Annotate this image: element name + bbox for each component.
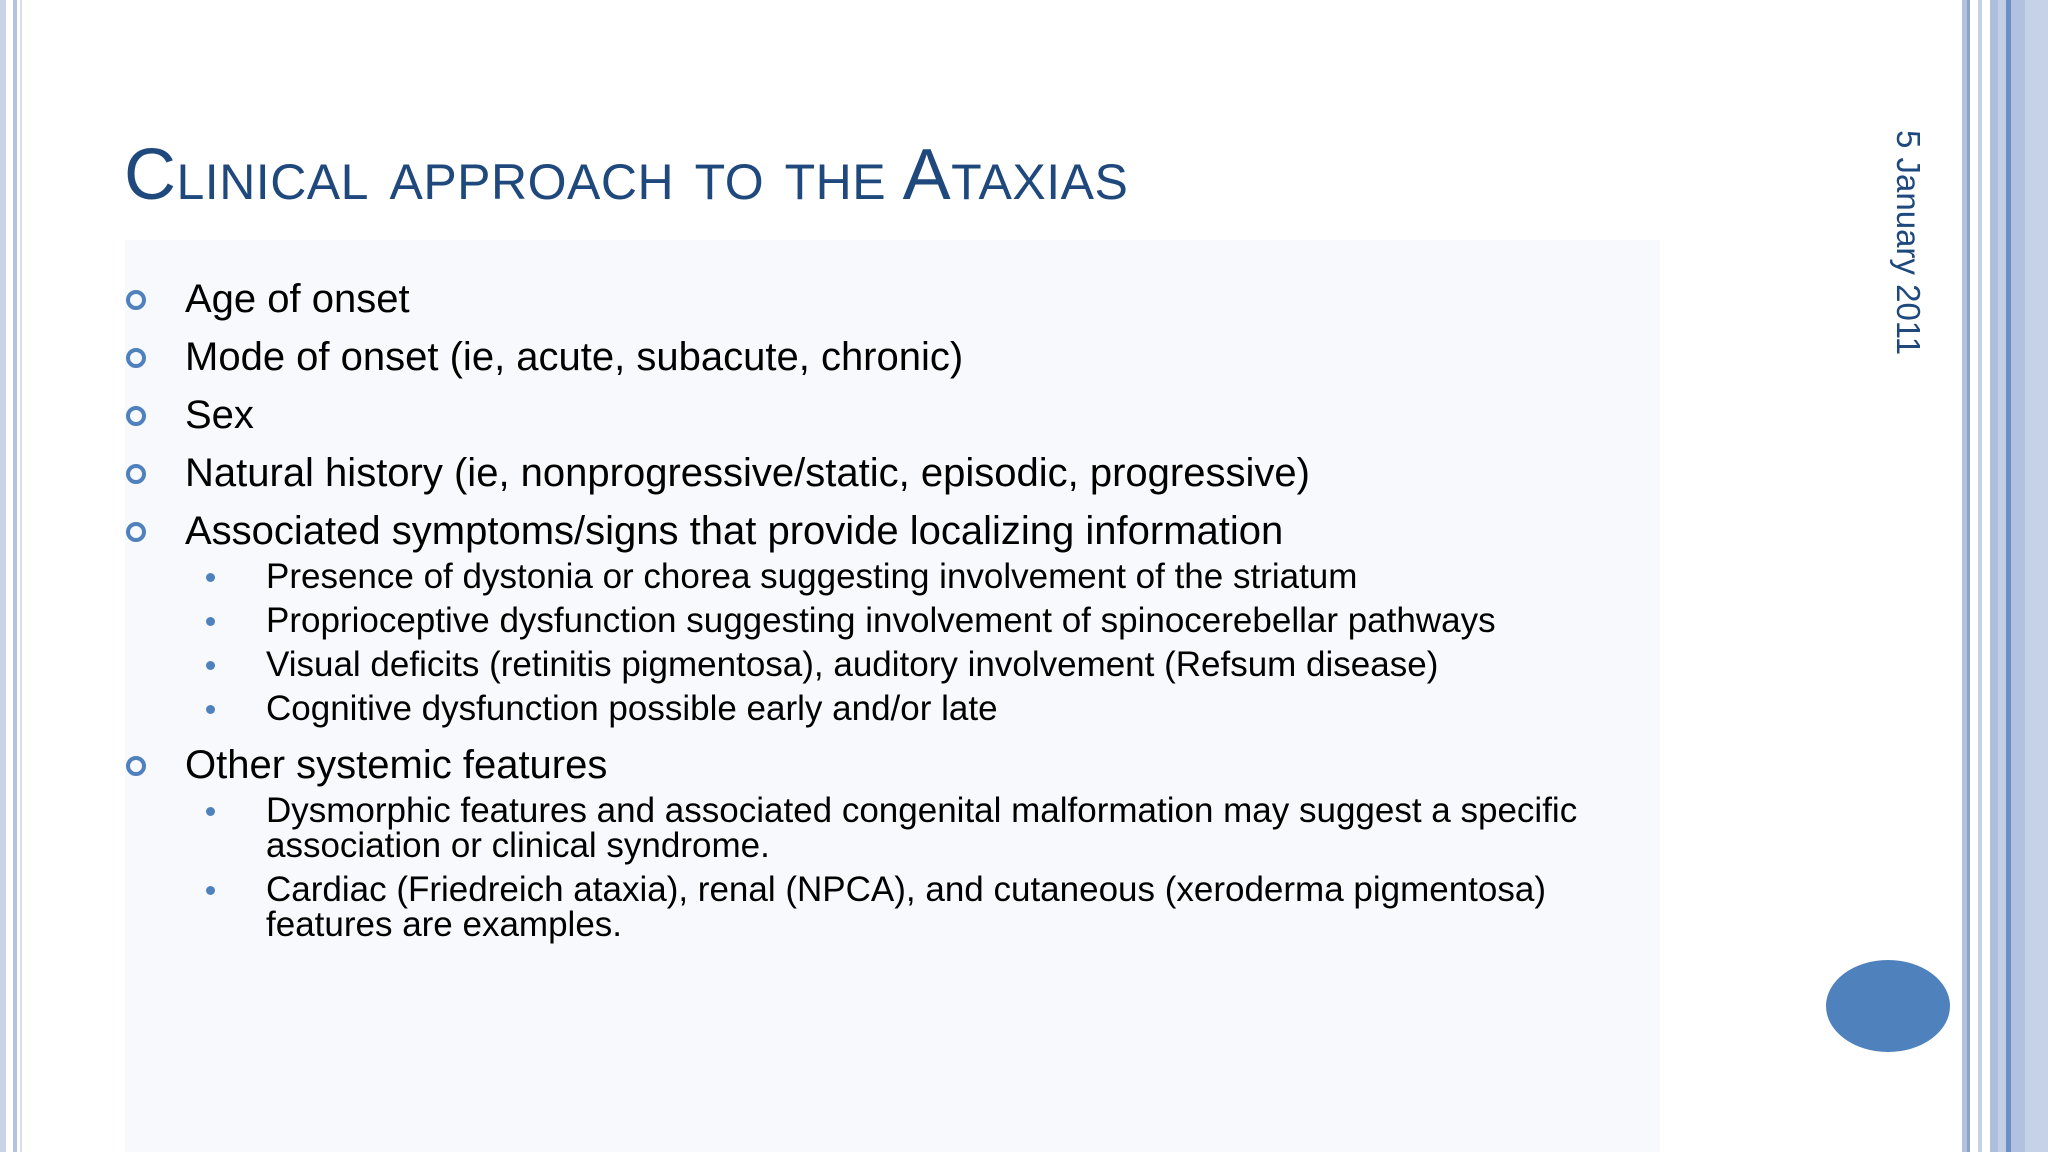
left-border-line: [0, 0, 6, 1152]
sub-bullet-item: [120, 598, 1660, 642]
sub-bullet-item: [120, 867, 1680, 946]
sub-bullet-item: [120, 686, 1660, 730]
ring-bullet-icon: [126, 464, 146, 484]
bullet-item: [120, 328, 1660, 386]
sub-bullet-item: [120, 642, 1660, 686]
sub-bullet-text: Presence of dystonia or chorea suggesting involvement of the striatum: [266, 557, 1358, 596]
sub-bullet-text: Proprioceptive dysfunction suggesting involvement of spinocerebellar pathways: [266, 601, 1496, 640]
right-border-bar: [1990, 0, 1998, 1152]
dot-bullet-icon: [206, 617, 215, 626]
right-border-bar: [1967, 0, 1970, 1152]
slide-body: [120, 270, 1660, 952]
bullet-text: Mode of onset (ie, acute, subacute, chronic): [185, 335, 964, 379]
sub-bullet-text: Visual deficits (retinitis pigmentosa), auditory involvement (Refsum disease): [266, 645, 1439, 684]
right-border-bar: [2025, 0, 2048, 1152]
dot-bullet-icon: [206, 807, 215, 816]
left-border-line: [20, 0, 22, 1152]
slide-date: 5 January 2011: [1890, 130, 1927, 356]
sub-bullet-text: Cognitive dysfunction possible early and/or late: [266, 689, 998, 728]
bullet-text: Natural history (ie, nonprogressive/static, episodic, progressive): [185, 451, 1310, 495]
sub-bullet-item: [120, 554, 1660, 598]
right-border-bar: [1998, 0, 2006, 1152]
dot-bullet-icon: [206, 661, 215, 670]
sub-bullet-list: [120, 788, 1660, 946]
bullet-item: [120, 386, 1660, 444]
bullet-item: [120, 502, 1660, 560]
right-border-bar: [1978, 0, 1982, 1152]
dot-bullet-icon: [206, 705, 215, 714]
ring-bullet-icon: [126, 406, 146, 426]
bullet-text: Sex: [185, 393, 254, 437]
slide-title: Clinical approach to the Ataxias: [124, 135, 1129, 215]
sub-bullet-text: Cardiac (Friedreich ataxia), renal (NPCA), and cutaneous (xeroderma pigmentosa) features are examples.: [266, 870, 1546, 944]
ring-bullet-icon: [126, 522, 146, 542]
sub-bullet-text: Dysmorphic features and associated congenital malformation may suggest a specific association or clinical syndrome.: [266, 791, 1578, 865]
left-border-line: [13, 0, 17, 1152]
ring-bullet-icon: [126, 756, 146, 776]
bullet-item: [120, 736, 1660, 794]
dot-bullet-icon: [206, 573, 215, 582]
bullet-text: Other systemic features: [185, 743, 608, 787]
sub-bullet-list: [120, 554, 1660, 730]
bullet-text: Associated symptoms/signs that provide localizing information: [185, 509, 1284, 553]
bullet-item: [120, 270, 1660, 328]
decorative-ellipse: [1826, 960, 1950, 1052]
bullet-text: Age of onset: [185, 277, 410, 321]
dot-bullet-icon: [206, 886, 215, 895]
sub-bullet-item: [120, 788, 1680, 867]
bullet-item: [120, 444, 1660, 502]
right-border-bar: [2011, 0, 2025, 1152]
ring-bullet-icon: [126, 348, 146, 368]
ring-bullet-icon: [126, 290, 146, 310]
